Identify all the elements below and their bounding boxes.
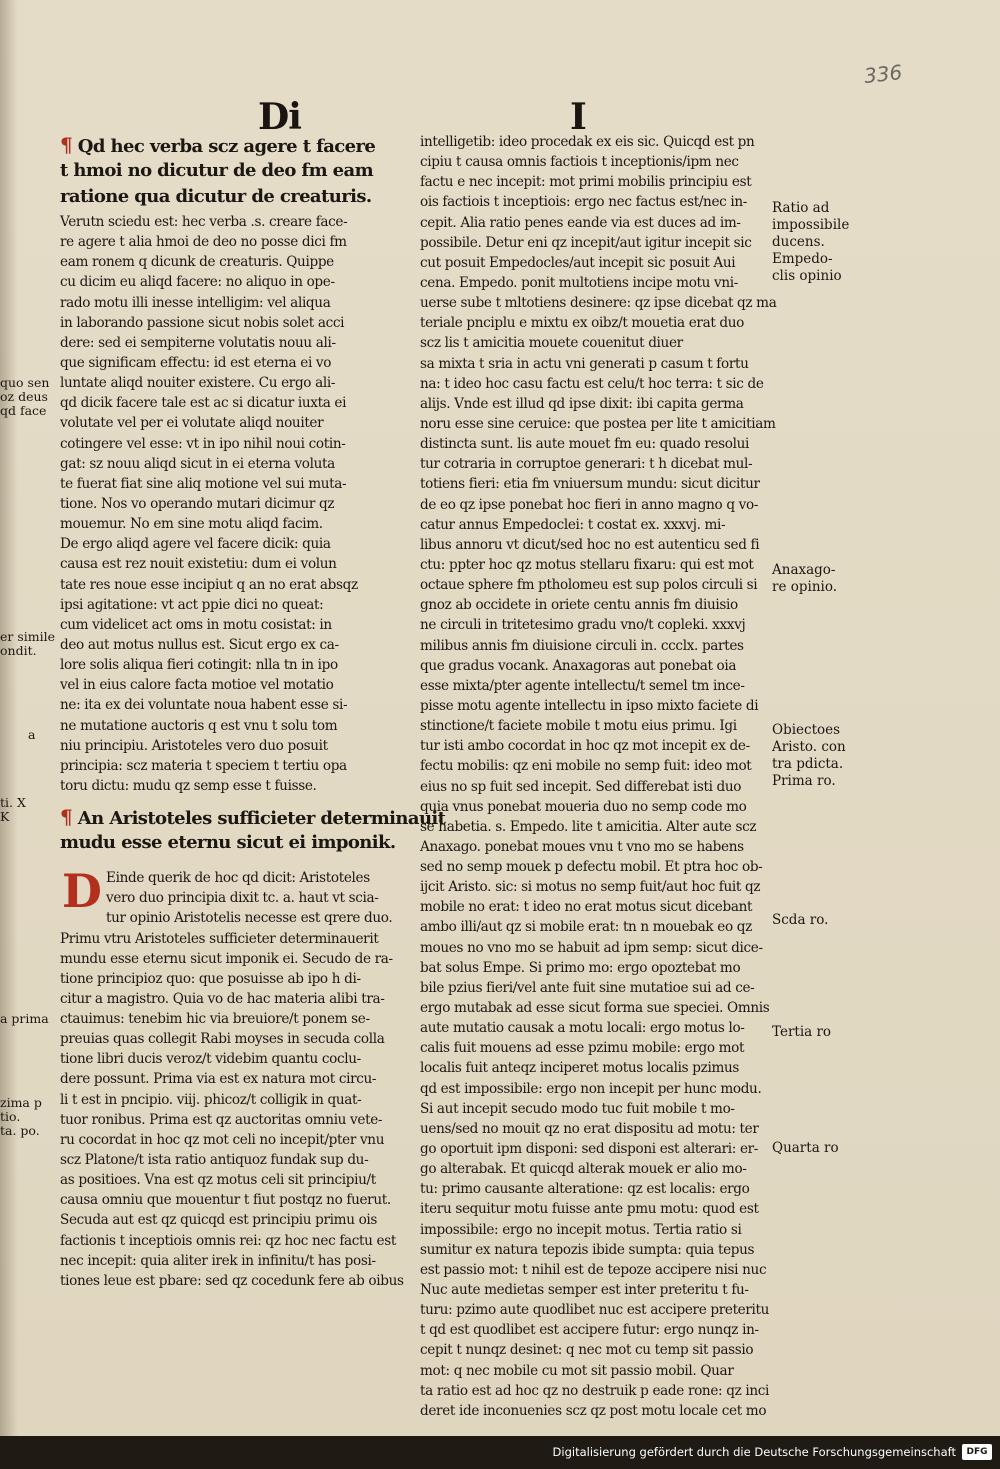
text-line: toru dictu: mudu qz semp esse t fuisse. xyxy=(60,777,317,794)
text-line: moues no vno mo se habuit ad ipm semp: sicut dice- xyxy=(420,939,763,956)
text-line: lore solis aliqua fieri cotingit: nlla tn in ipo xyxy=(60,657,338,674)
text-line: go oportuit ipm disponi: sed disponi est alterari: er- xyxy=(420,1141,759,1158)
margin-note xyxy=(772,912,828,929)
text-line: aute mutatio causak a motu locali: ergo motus lo- xyxy=(420,1020,745,1037)
text-line: gnoz ab occidete in oriete centu annis fm diuisio xyxy=(420,597,738,614)
text-line: cotingere vel esse: vt in ipo nihil noui cotin- xyxy=(60,435,346,452)
text-line: luntate aliqd nouiter existere. Cu ergo ali- xyxy=(60,375,336,392)
margin-note-line: Anaxago- xyxy=(772,562,836,578)
right-body-text xyxy=(420,132,777,1421)
text-line: impossibile: ergo no incepit motus. Tertia ratio si xyxy=(420,1221,742,1238)
margin-note-line: Quarta ro xyxy=(772,1140,839,1156)
margin-note-line: qd face xyxy=(0,403,47,418)
text-line: ctu: ppter hoc qz motus stellaru fixaru: qui est mot xyxy=(420,556,754,573)
margin-note-line: a prima xyxy=(0,1011,49,1026)
text-line: cepit t nunqz desinet: q nec mot cu temp sit passio xyxy=(420,1342,754,1359)
text-line: cut posuit Empedocles/aut incepit sic posuit Aui xyxy=(420,254,736,271)
text-line: t qd est quodlibet est accipere futur: ergo nunqz in- xyxy=(420,1322,759,1339)
text-line: ta ratio est ad hoc qz no destruik p eade rone: qz inci xyxy=(420,1382,770,1399)
text-line: catur annus Empedoclei: t costat ex. xxxvj. mi- xyxy=(420,516,726,533)
text-line: bat solus Empe. Si primo mo: ergo opoztebat mo xyxy=(420,959,741,976)
text-line: mouemur. No em sine motu aliqd facim. xyxy=(60,516,323,533)
text-line: intelligetib: ideo procedak ex eis sic. Quicqd est pn xyxy=(420,134,755,150)
text-line: Nuc aute medietas semper est inter preteritu t fu- xyxy=(420,1282,749,1299)
margin-note-line: Tertia ro xyxy=(772,1024,832,1040)
margin-note-line: Scda ro. xyxy=(772,912,829,928)
text-line: Secuda aut est qz quicqd est principiu primu ois xyxy=(60,1212,378,1229)
text-line: ambo illi/aut qz si mobile erat: tn n mouebak eo qz xyxy=(420,919,752,936)
margin-note-line: oz deus xyxy=(0,389,48,404)
text-line: as positioes. Vna est qz motus celi sit principiu/t xyxy=(60,1172,376,1189)
text-line: quia vnus ponebat moueria duo no semp code mo xyxy=(420,798,747,815)
text-line: est passio mot: t nihil est de tepoze accipere nisi nuc xyxy=(420,1261,767,1278)
text-line: stinctione/t faciete mobile t motu eius primu. Igi xyxy=(420,718,737,735)
margin-note-line: quo sen xyxy=(0,375,50,390)
text-line: qd dicik facere tale est ac si dicatur iuxta ei xyxy=(60,395,347,412)
text-line: pisse motu agente intellectu in ipso mixto faciete di xyxy=(420,697,759,714)
text-line: factionis t inceptiois omnis rei: qz hoc nec factu est xyxy=(60,1232,396,1249)
text-line: scz lis t amicitia mouete couenitut diuer xyxy=(420,335,683,352)
heading-line: mudu esse eternu sicut ei imponik. xyxy=(60,832,396,854)
text-line: mundu esse eternu sicut imponik ei. Secudo de ra- xyxy=(60,950,393,967)
margin-note-line: impossibile xyxy=(772,217,850,233)
margin-note xyxy=(0,1012,56,1026)
paragraph-mark-icon: ¶ xyxy=(60,133,73,157)
margin-note-line: ondit. xyxy=(0,643,37,658)
text-line: que significam effectu: id est eterna ei vo xyxy=(60,354,332,371)
margin-note xyxy=(0,1096,56,1138)
text-line: De ergo aliqd agere vel facere dicik: quia xyxy=(60,536,331,553)
text-line: ctauimus: tenebim hic via breuiore/t ponem se- xyxy=(60,1011,370,1028)
text-line: go alterabak. Et quicqd alterak mouek er alio mo- xyxy=(420,1161,747,1178)
question-body-text xyxy=(60,864,406,1291)
margin-note-line: ducens. xyxy=(772,234,825,250)
text-line: tur isti ambo cocordat in hoc qz mot incepit ex de- xyxy=(420,738,750,755)
margin-note-line: tra pdicta. xyxy=(772,756,844,772)
text-line: teriale pnciplu e mixtu ex oibz/t mouetia erat duo xyxy=(420,315,744,332)
text-line: totiens fieri: etia fm vniuersum mundu: sicut dicitur xyxy=(420,476,760,493)
text-line: uerse sube t mltotiens desinere: qz ipse dicebat qz ma xyxy=(420,295,777,312)
text-line: alijs. Vnde est illud qd ipse dixit: ibi capita germa xyxy=(420,395,744,412)
text-line: bile pzius fieri/vel ante fuit sine mutatioe sui ad ce- xyxy=(420,979,755,996)
text-line: cena. Empedo. ponit multotiens incipe motu vni- xyxy=(420,274,738,291)
heading-line: ¶ Qd hec verba scz agere t facere xyxy=(60,133,376,157)
text-line: dere: sed ei sempiterne volutatis nouu ali- xyxy=(60,334,336,351)
text-line: ipsi agitatione: vt act ppie dici no queat: xyxy=(60,596,324,613)
text-line: cepit. Alia ratio penes eande via est duces ad im- xyxy=(420,214,741,231)
margin-note-line: er simile xyxy=(0,629,56,644)
text-line: re agere t alia hmoi de deo no posse dici fm xyxy=(60,234,347,251)
text-line: tuor ronibus. Prima est qz auctoritas omniu vete- xyxy=(60,1111,383,1128)
margin-note xyxy=(772,200,849,285)
text-line: te fuerat fiat sine aliq motione vel sui muta- xyxy=(60,475,347,492)
funding-credit: Digitalisierung gefördert durch die Deutsche Forschungsgemeinschaft xyxy=(552,1445,956,1459)
text-line: na: t ideo hoc casu factu est celu/t hoc terra: t sic de xyxy=(420,375,764,392)
text-line: Anaxago. ponebat moues vnu t vno mo se habens xyxy=(420,838,744,855)
text-line: volutate vel per ei volutate aliqd nouiter xyxy=(60,415,324,432)
margin-note xyxy=(772,1024,831,1041)
text-line: tu: primo causante alteratione: qz est localis: ergo xyxy=(420,1181,750,1198)
decorated-initial-d-icon: D xyxy=(62,864,102,919)
text-line: qd est impossibile: ergo non incepit per hunc modu. xyxy=(420,1080,762,1097)
text-line: uens/sed no mouit qz no erat dispositu ad motu: ter xyxy=(420,1120,759,1137)
text-line: gat: sz nouu aliqd sicut in ei eterna voluta xyxy=(60,455,335,472)
margin-note-line: Obiectoes xyxy=(772,722,841,738)
text-line: localis fuit anteqz inciperet motus localis pzimus xyxy=(420,1060,740,1077)
margin-note-line: K xyxy=(0,809,10,824)
text-line: tate res noue esse incipiut q an no erat absqz xyxy=(60,576,358,593)
chapter-heading xyxy=(60,132,406,210)
running-head-right: I xyxy=(570,96,587,138)
text-line: cu dicim eu aliqd facere: no aliquo in ope- xyxy=(60,274,335,291)
text-line: ne: ita ex dei voluntate noua habent esse si- xyxy=(60,697,348,714)
text-line: deo aut motus nullus est. Sicut ergo ex ca- xyxy=(60,636,339,653)
text-line: ru cocordat in hoc qz mot celi no incepit/pter vnu xyxy=(60,1131,385,1148)
text-line: libus annoru vt dicut/sed hoc no est autenticu sed fi xyxy=(420,536,760,553)
heading-line: ¶ An Aristoteles sufficieter determinauit xyxy=(60,805,446,830)
folio-number: 336 xyxy=(862,60,904,88)
margin-note-line: Aristo. con xyxy=(772,739,846,755)
margin-note xyxy=(0,630,56,658)
text-line: ne mutatione auctoris q est vnu t solu tom xyxy=(60,717,338,734)
text-line: ijcit Aristo. sic: si motus no semp fuit/aut hoc fuit qz xyxy=(420,879,761,896)
paragraph-mark-icon: ¶ xyxy=(60,805,73,830)
text-line: se habetia. s. Empedo. lite t amicitia. Alter aute scz xyxy=(420,818,757,835)
text-line: deret ide inconuenies scz qz post motu locale cet mo xyxy=(420,1402,767,1419)
margin-note xyxy=(0,376,56,418)
text-line: in laborando passione sicut nobis solet acci xyxy=(60,314,345,331)
heading-line: ratione qua dicutur de creaturis. xyxy=(60,186,372,207)
text-line: eam ronem q dicunk de creaturis. Quippe xyxy=(60,254,334,271)
text-line: tione libri ducis veroz/t videbim quantu coclu- xyxy=(60,1051,361,1068)
margin-note-line: a xyxy=(28,727,36,742)
text-line: eius no sp fuit sed incepit. Sed differebat isti duo xyxy=(420,778,742,795)
text-line: noru esse sine ceruice: que postea per lite t amicitiam xyxy=(420,415,776,432)
margin-note-line: tio. xyxy=(0,1109,21,1124)
text-line: calis fuit mouens ad esse pzimu mobile: ergo mot xyxy=(420,1040,745,1057)
text-line: sed no semp mouek p defectu mobil. Et ptra hoc ob- xyxy=(420,859,763,876)
margin-note-line: ti. X xyxy=(0,795,26,810)
text-line: causa est rez nouit existetiu: dum ei volun xyxy=(60,556,337,573)
text-line: vero duo principia dixit tc. a. haut vt scia- xyxy=(106,890,379,907)
text-line: fectu mobilis: qz eni mobile no semp fuit: ideo mot xyxy=(420,758,752,775)
text-line: vel in eius calore facta motioe vel motatio xyxy=(60,677,334,694)
text-line: citur a magistro. Quia vo de hac materia alibi tra- xyxy=(60,990,385,1007)
text-line: rado motu illi inesse intelligim: vel aliqua xyxy=(60,294,331,311)
margin-note-line: Empedo- xyxy=(772,251,833,267)
text-line: iteru sequitur motu fuisse ante pmu motu: quod est xyxy=(420,1201,759,1218)
text-line: sumitur ex natura tepozis ibide sumpta: quia tepus xyxy=(420,1241,755,1258)
running-head-left: Di xyxy=(258,96,301,138)
question-body xyxy=(60,864,406,1291)
heading-line: t hmoi no dicutur de deo fm eam xyxy=(60,160,374,181)
text-line: ergo mutabak ad esse sicut forma sue speciei. Omnis xyxy=(420,1000,770,1017)
text-line: scz Platone/t ista ratio antiquoz fundak sup du- xyxy=(60,1152,369,1169)
text-line: tione principioz quo: que posuisse ab ipo h di- xyxy=(60,970,361,987)
text-line: Einde querik de hoc qd dicit: Aristoteles xyxy=(106,870,370,887)
text-line: ois factiois t inceptiois: ergo nec factus est/nec in- xyxy=(420,194,748,211)
text-line: ne circuli in tritetesimo gradu vno/t copleki. xxxvj xyxy=(420,617,746,634)
text-line: de eo qz ipse ponebat hoc fieri in anno magno q vo- xyxy=(420,496,759,513)
text-line: preuias quas collegit Rabi moyses in secuda colla xyxy=(60,1031,385,1048)
text-line: Primu vtru Aristoteles sufficieter determinauerit xyxy=(60,930,379,947)
question-heading xyxy=(60,804,446,856)
margin-note xyxy=(772,562,837,596)
text-line: factu e nec incepit: mot primi mobilis principiu est xyxy=(420,174,752,191)
text-line: mobile no erat: t ideo no erat motus sicut dicebant xyxy=(420,899,753,916)
margin-note-line: Ratio ad xyxy=(772,200,830,216)
text-line: tione. Nos vo operando mutari dicimur qz xyxy=(60,495,335,512)
dfg-logo-icon: DFG xyxy=(962,1444,992,1460)
margin-note xyxy=(28,728,84,742)
text-line: mot: q nec mobile cu mot sit passio mobil. Quar xyxy=(420,1362,734,1379)
text-line: dere possunt. Prima via est ex natura mot circu- xyxy=(60,1071,377,1088)
text-line: milibus annis fm diuisione circuli in. ccclx. partes xyxy=(420,637,744,654)
margin-note xyxy=(772,1140,839,1157)
margin-note-line: clis opinio xyxy=(772,268,842,284)
text-line: tiones leue est pbare: sed qz cocedunk fere ab oibus xyxy=(60,1272,404,1289)
text-line: causa omniu que mouentur t fiut postqz no fuerut. xyxy=(60,1192,391,1209)
text-line: esse mixta/pter agente intellectu/t semel tm ince- xyxy=(420,677,745,694)
margin-note xyxy=(772,722,846,790)
margin-note-line: re opinio. xyxy=(772,579,838,595)
text-line: possibile. Detur eni qz incepit/aut igitur incepit sic xyxy=(420,234,752,251)
margin-note-line: zima p xyxy=(0,1095,42,1110)
text-line: principia: scz materia t speciem t tertiu opa xyxy=(60,757,347,774)
text-line: cum videlicet act oms in motu cosistat: in xyxy=(60,616,332,633)
text-line: niu principiu. Aristoteles vero duo posuit xyxy=(60,737,328,754)
text-line: turu: pzimo aute quodlibet nuc est accipere preteritu xyxy=(420,1302,770,1319)
text-line: nec incepit: quia aliter irek in infinitu/t has posi- xyxy=(60,1252,376,1269)
text-line: li t est in pncipio. viij. phicoz/t colligik in quat- xyxy=(60,1091,362,1108)
margin-note-line: Prima ro. xyxy=(772,773,836,789)
footer-bar xyxy=(0,1436,1000,1469)
text-line: octaue sphere fm ptholomeu est sup polos circuli si xyxy=(420,577,758,594)
text-line: tur opinio Aristotelis necesse est qrere duo. xyxy=(106,910,393,927)
left-body-text xyxy=(60,212,406,796)
text-line: que gradus vocank. Anaxagoras aut ponebat oia xyxy=(420,657,737,674)
margin-note xyxy=(0,796,56,824)
text-line: cipiu t causa omnis factiois t inceptionis/ipm nec xyxy=(420,154,739,171)
text-line: distincta sunt. lis aute mouet fm eu: quado resolui xyxy=(420,436,750,453)
text-line: tur cotraria in corruptoe generari: t h dicebat mul- xyxy=(420,456,753,473)
left-text-column xyxy=(60,132,446,1291)
text-line: Si aut incepit secudo modo tuc fuit mobile t mo- xyxy=(420,1100,735,1117)
text-line: Verutn sciedu est: hec verba .s. creare face- xyxy=(60,214,348,230)
margin-note-line: ta. po. xyxy=(0,1123,40,1138)
right-text-column xyxy=(420,132,777,1421)
text-line: sa mixta t sria in actu vni generati p casum t fortu xyxy=(420,355,749,372)
